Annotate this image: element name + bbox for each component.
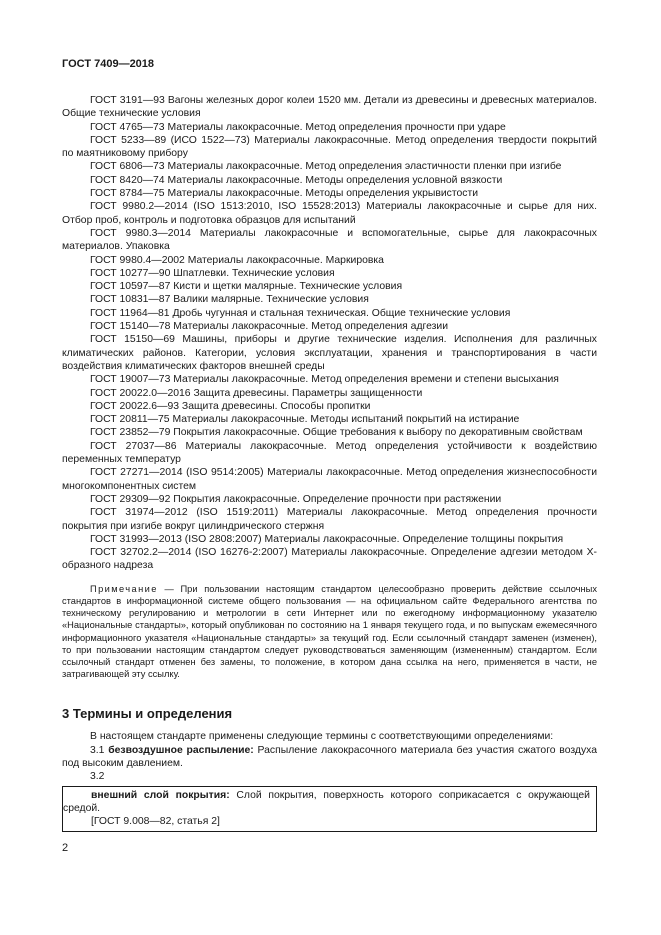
document-header: ГОСТ 7409—2018	[62, 58, 155, 70]
reference-item: ГОСТ 20811—75 Материалы лакокрасочные. Методы испытаний покрытий на истирание	[90, 414, 520, 426]
reference-item: ГОСТ 32702.2—2014 (ISO 16276-2:2007) Материалы лакокрасочные. Определение адгезии методом Х-образного надреза	[62, 547, 597, 572]
definition-number: 3.1	[90, 744, 105, 756]
reference-item: ГОСТ 23852—79 Покрытия лакокрасочные. Общие требования к выбору по декоративным свойствам	[90, 427, 583, 439]
reference-item: ГОСТ 20022.6—93 Защита древесины. Способы пропитки	[90, 400, 371, 412]
definition-number: 3.2	[90, 771, 105, 783]
normative-references-list	[62, 94, 597, 573]
reference-item: ГОСТ 11964—81 Дробь чугунная и стальная техническая. Общие технические условия	[90, 307, 511, 319]
definition-text: Слой покрытия, поверхность которого соприкасается с окружающей средой.	[63, 789, 590, 814]
reference-item: ГОСТ 29309—92 Покрытия лакокрасочные. Определение прочности при растяжении	[90, 493, 502, 505]
definition-3-2-box	[62, 786, 597, 833]
reference-item: ГОСТ 27271—2014 (ISO 9514:2005) Материалы лакокрасочные. Метод определения жизнеспособности многокомпонентных систем	[62, 467, 597, 492]
reference-item: ГОСТ 27037—86 Материалы лакокрасочные. Метод определения устойчивости к воздействию переменных температур	[62, 440, 597, 466]
note-paragraph	[62, 583, 597, 681]
reference-item: ГОСТ 9980.2—2014 (ISO 1513:2010, ISO 15528:2013) Материалы лакокрасочные и сырье для них. Отбор проб, контроль и подготовка образцов для испытаний	[62, 201, 597, 226]
definitions-section	[62, 730, 597, 832]
definition-source: [ГОСТ 9.008—82, статья 2]	[91, 816, 220, 828]
definition-3-1	[62, 744, 597, 771]
reference-item: ГОСТ 15150—69 Машины, приборы и другие технические изделия. Исполнения для различных климатических районов. Категории, условия эксплуатации, хранения и транспортирования в части воздействия климатических факторов внешней среды	[62, 334, 597, 372]
definition-text: Распыление лакокрасочного материала без участия сжатого воздуха под высоким давлением.	[62, 744, 598, 769]
page-number: 2	[62, 842, 69, 854]
definition-term: внешний слой покрытия:	[91, 789, 230, 801]
references-note	[62, 583, 597, 681]
reference-item: ГОСТ 4765—73 Материалы лакокрасочные. Метод определения прочности при ударе	[90, 121, 506, 133]
definition-term: безвоздушное распыление:	[108, 744, 254, 756]
reference-item: ГОСТ 9980.4—2002 Материалы лакокрасочные. Маркировка	[90, 254, 384, 266]
reference-item: ГОСТ 8784—75 Материалы лакокрасочные. Методы определения укрывистости	[90, 188, 479, 200]
reference-item: ГОСТ 31974—2012 (ISO 1519:2011) Материалы лакокрасочные. Метод определения прочности покрытия при изгибе вокруг цилиндрического стержня	[62, 507, 597, 532]
reference-item: ГОСТ 5233—89 (ИСО 1522—73) Материалы лакокрасочные. Метод определения твердости покрытий по маятниковому прибору	[62, 134, 597, 160]
note-text: — При пользовании настоящим стандартом целесообразно проверить действие ссылочных стандартов в информационной системе общего пользования — на официальном сайте Федерального агентства по техническому регулированию и метрологии в сети Интернет или по ежегодному информационному указателю «Национальные стандарты», который опубликован по состоянию на 1 января текущего года, и по выпускам ежемесячного информационного указателя «Национальные стандарты» за текущий год. Если ссылочный стандарт заменен (изменен), то при пользовании настоящим стандартом следует руководствоваться заменяющим (измененным) стандартом. Если ссылочный стандарт отменен без замены, то положение, в котором дана ссылка на него, применяется в части, не затрагивающей эту ссылку.	[62, 583, 597, 680]
section-heading: 3 Термины и определения	[62, 706, 233, 722]
reference-item: ГОСТ 31993—2013 (ISO 2808:2007) Материалы лакокрасочные. Определение толщины покрытия	[90, 533, 564, 545]
section-intro: В настоящем стандарте применены следующие термины с соответствующими определениями:	[90, 731, 554, 743]
reference-item: ГОСТ 15140—78 Материалы лакокрасочные. Метод определения адгезии	[90, 321, 448, 333]
reference-item: ГОСТ 19007—73 Материалы лакокрасочные. Метод определения времени и степени высыхания	[90, 374, 559, 386]
reference-item: ГОСТ 10597—87 Кисти и щетки малярные. Технические условия	[90, 281, 403, 293]
definition-3-2	[63, 789, 590, 816]
reference-item: ГОСТ 8420—74 Материалы лакокрасочные. Методы определения условной вязкости	[90, 174, 503, 186]
note-label: Примечание	[90, 583, 158, 594]
reference-item: ГОСТ 3191—93 Вагоны железных дорог колеи 1520 мм. Детали из древесины и древесных материалов. Общие технические условия	[62, 95, 597, 120]
reference-item: ГОСТ 6806—73 Материалы лакокрасочные. Метод определения эластичности пленки при изгибе	[90, 161, 562, 173]
reference-item: ГОСТ 9980.3—2014 Материалы лакокрасочные и вспомогательные, сырье для лакокрасочных материалов. Упаковка	[62, 227, 597, 253]
document-body	[62, 94, 597, 832]
reference-item: ГОСТ 10831—87 Валики малярные. Технические условия	[90, 294, 369, 306]
reference-item: ГОСТ 20022.0—2016 Защита древесины. Параметры защищенности	[90, 387, 423, 399]
reference-item: ГОСТ 10277—90 Шпатлевки. Технические условия	[90, 267, 335, 279]
